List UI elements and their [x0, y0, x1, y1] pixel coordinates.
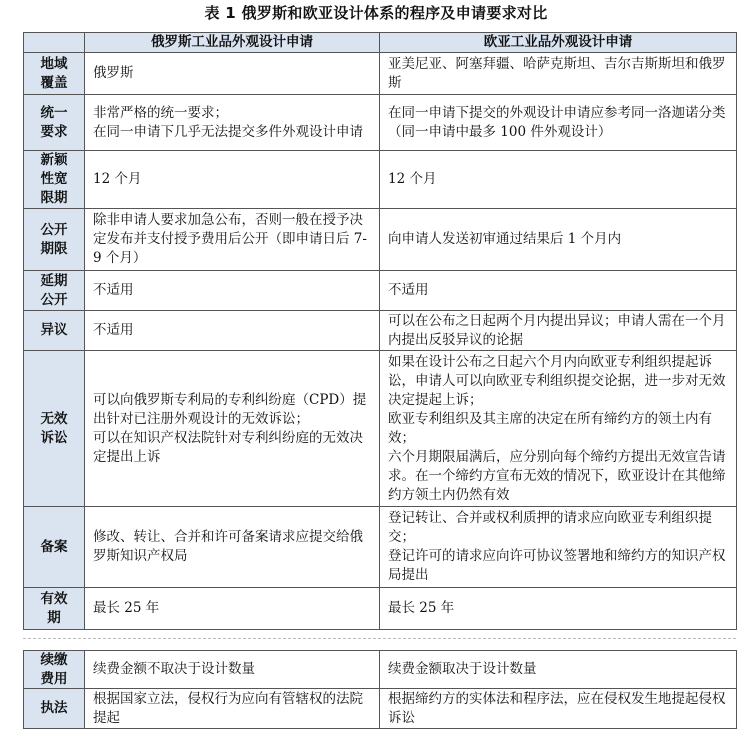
- row-label: 无效诉讼: [24, 351, 85, 507]
- cell-russia: 12 个月: [85, 151, 380, 209]
- row-label: 备案: [24, 507, 85, 588]
- cell-russia: 不适用: [85, 311, 380, 351]
- row-label: 异议: [24, 311, 85, 351]
- cell-eurasia: 最长 25 年: [380, 588, 737, 630]
- header-russia: 俄罗斯工业品外观设计申请: [85, 33, 380, 53]
- row-label: 新颖性宽限期: [24, 151, 85, 209]
- comparison-table-continued: [23, 650, 737, 729]
- cell-eurasia: 12 个月: [380, 151, 737, 209]
- header-corner: [24, 33, 85, 53]
- cell-eurasia: 向申请人发送初审通过结果后 1 个月内: [380, 209, 737, 271]
- cell-eurasia: 不适用: [380, 271, 737, 311]
- row-label: 公开期限: [24, 209, 85, 271]
- cell-russia: 除非申请人要求加急公布，否则一般在授予决定发布并支付授予费用后公开（即申请日后 7-9 个月）: [85, 209, 380, 271]
- row-label: 有效期: [24, 588, 85, 630]
- table-title: 表 1 俄罗斯和欧亚设计体系的程序及申请要求对比: [204, 4, 548, 22]
- cell-eurasia: 可以在公布之日起两个月内提出异议；申请人需在一个月内提出反驳异议的论据: [380, 311, 737, 351]
- cell-russia: 可以向俄罗斯专利局的专利纠纷庭（CPD）提出针对已注册外观设计的无效诉讼； 可以在知识产权法院针对专利纠纷庭的无效决定提出上诉: [85, 351, 380, 507]
- cell-russia: 根据国家立法，侵权行为应向有管辖权的法院提起: [85, 689, 380, 729]
- cell-eurasia: 如果在设计公布之日起六个月内向欧亚专利组织提起诉讼，申请人可以向欧亚专利组织提交论据，进一步对无效决定提起上诉； 欧亚专利组织及其主席的决定在所有缔约方的领土内有效； 六个月期限届满后，应分别向每个缔约方提出无效宣告请求。在一个缔约方宣布无效的情况下，欧亚设计在其他缔约方领土内仍然有效: [380, 351, 737, 507]
- cell-eurasia: 根据缔约方的实体法和程序法，应在侵权发生地提起侵权诉讼: [380, 689, 737, 729]
- row-label: 地域覆盖: [24, 53, 85, 95]
- cell-russia: 俄罗斯: [85, 53, 380, 95]
- cell-eurasia: 亚美尼亚、阿塞拜疆、哈萨克斯坦、吉尔吉斯斯坦和俄罗斯: [380, 53, 737, 95]
- cell-russia: 修改、转让、合并和许可备案请求应提交给俄罗斯知识产权局: [85, 507, 380, 588]
- row-label: 统一要求: [24, 95, 85, 151]
- cell-eurasia: 在同一申请下提交的外观设计申请应参考同一洛迦诺分类（同一申请中最多 100 件外观设计）: [380, 95, 737, 151]
- cell-russia: 非常严格的统一要求； 在同一申请下几乎无法提交多件外观设计申请: [85, 95, 380, 151]
- row-label: 执法: [24, 689, 85, 729]
- header-eurasia: 欧亚工业品外观设计申请: [380, 33, 737, 53]
- cell-russia: 最长 25 年: [85, 588, 380, 630]
- cell-russia: 不适用: [85, 271, 380, 311]
- row-label: 延期公开: [24, 271, 85, 311]
- comparison-table: [23, 32, 737, 630]
- cell-russia: 续费金额不取决于设计数量: [85, 651, 380, 689]
- row-label: 续缴费用: [24, 651, 85, 689]
- cell-eurasia: 登记转让、合并或权利质押的请求应向欧亚专利组织提交； 登记许可的请求应向许可协议签署地和缔约方的知识产权局提出: [380, 507, 737, 588]
- cell-eurasia: 续费金额取决于设计数量: [380, 651, 737, 689]
